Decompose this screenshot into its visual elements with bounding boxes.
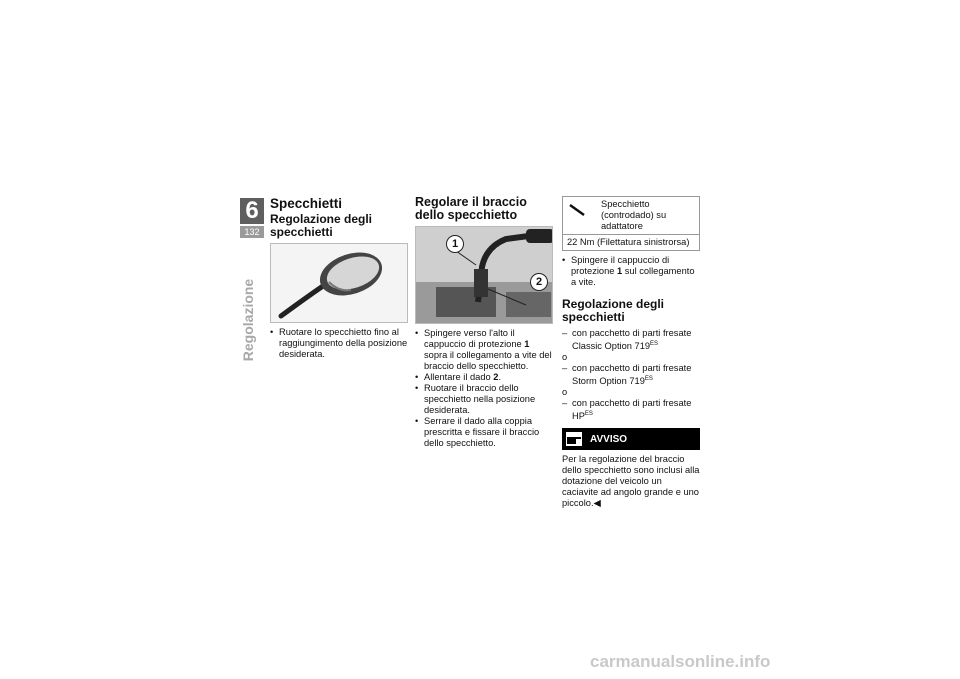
section-title: Regolazione degli specchietti	[562, 297, 665, 324]
list-item: • Spingere il cappuccio di protezione 1 sul collegamento a vite.	[562, 255, 700, 288]
instruction-list	[270, 327, 408, 360]
watermark: carmanualsonline.info	[590, 652, 771, 671]
side-label: Regolazione	[240, 278, 256, 362]
column-arm	[415, 196, 553, 449]
list-item: • Allentare il dado 2.	[415, 372, 553, 383]
section-title: Regolare il braccio dello specchietto	[415, 195, 527, 222]
mirror-illustration	[270, 243, 408, 323]
instruction-list	[562, 255, 700, 288]
list-item: – con pacchetto di parti fresate Classic Option $719^{ES}$	[562, 328, 700, 352]
end-mark: ◀	[593, 498, 601, 509]
or-separator: o	[562, 387, 568, 398]
torque-label: Specchietto (controdado) su adattatore	[597, 197, 700, 235]
list-item: • Spingere verso l'alto il cappuccio di protezione 1 sopra il collegamento a vite del braccio dello specchietto.	[415, 328, 553, 372]
chapter-number: 6	[240, 198, 264, 224]
torque-value: 22 Nm (Filettatura sinistrorsa)	[563, 235, 700, 251]
option-list	[562, 363, 700, 387]
wrench-icon	[563, 197, 598, 235]
section-subtitle: Regolazione degli specchietti	[270, 212, 373, 239]
torque-table	[562, 196, 700, 251]
arm-illustration	[415, 226, 553, 324]
callout-1: 1	[446, 235, 464, 253]
column-mirrors	[270, 196, 408, 360]
callout-2: 2	[530, 273, 548, 291]
notice-title: AVVISO	[590, 433, 628, 445]
column-adjust	[562, 196, 700, 509]
notice-body: Per la regolazione del braccio dello specchietto sono inclusi alla dotazione del veicolo un caciavite ad angolo grande e uno piccolo.◀	[562, 454, 700, 509]
mirror-icon	[271, 244, 408, 323]
list-item: – con pacchetto di parti fresate $HP^{ES}$	[562, 398, 700, 422]
option-list	[562, 398, 700, 422]
option-list	[562, 328, 700, 352]
list-item: – con pacchetto di parti fresate Storm Option $719^{ES}$	[562, 363, 700, 387]
list-item: • Serrare il dado alla coppia prescritta e fissare il braccio dello specchietto.	[415, 416, 553, 449]
section-title: Specchietti	[270, 196, 343, 211]
hand-pointing-icon	[566, 432, 582, 446]
instruction-list	[415, 328, 553, 449]
page-number: 132	[240, 226, 264, 238]
list-item: • Ruotare il braccio dello specchietto nella posizione desiderata.	[415, 383, 553, 416]
list-item: • Ruotare lo specchietto fino al raggiungimento della posizione desiderata.	[270, 327, 408, 360]
or-separator: o	[562, 352, 568, 363]
notice-header	[562, 428, 700, 450]
